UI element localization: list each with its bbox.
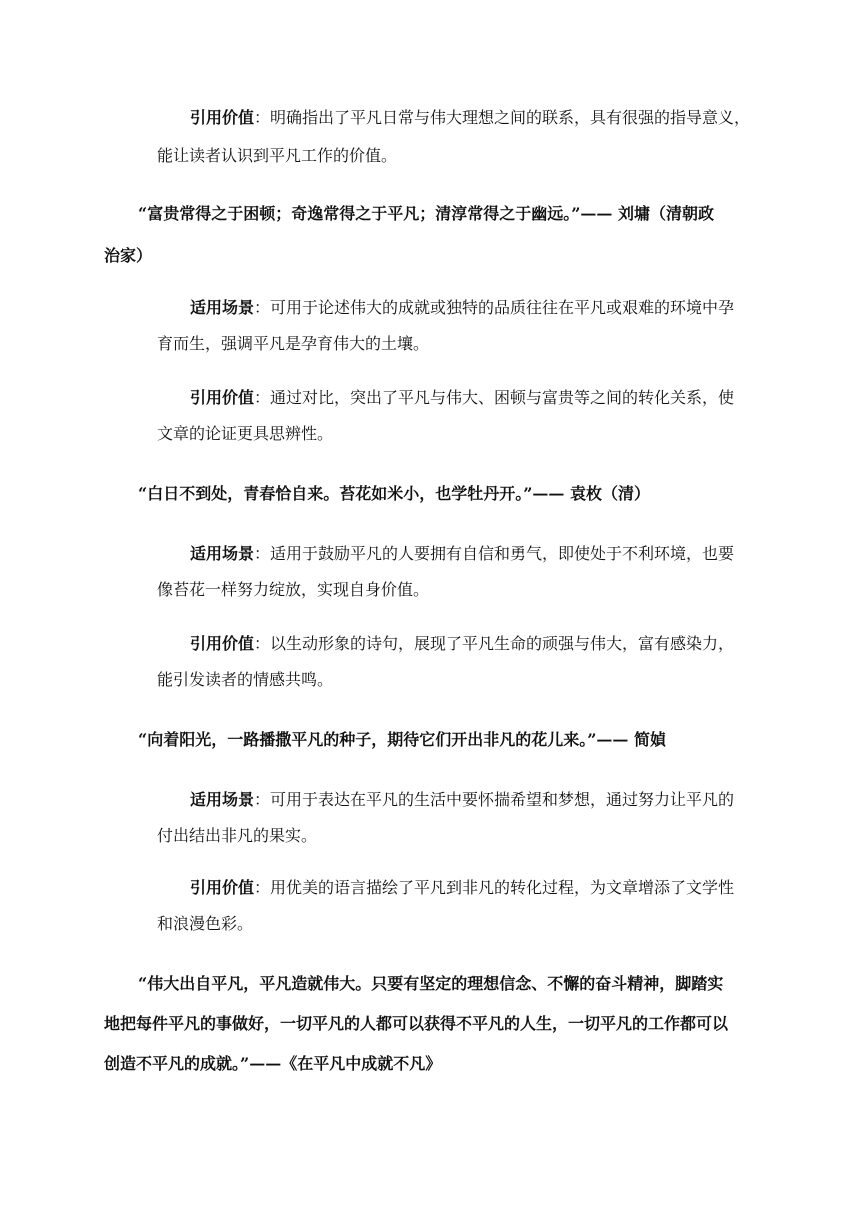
note-text-line-2: 和浪漫色彩。 <box>157 914 254 933</box>
quote-line-1: “白日不到处，青春恰自来。苔花如米小，也学牡丹开。”—— 袁枚（清） <box>138 484 650 503</box>
note-text-line-1: 以生动形象的诗句，展现了平凡生命的顽强与伟大，富有感染力， <box>270 634 735 653</box>
note-label: 适用场景 <box>190 298 255 317</box>
note-text-line-1: 可用于表达在平凡的生活中要怀揣希望和梦想，通过努力让平凡的 <box>270 790 735 809</box>
note-label: 引用价值 <box>190 634 255 653</box>
note-text-line-2: 能让读者认识到平凡工作的价值。 <box>157 146 398 165</box>
note-text-line-2: 像苔花一样努力绽放，实现自身价值。 <box>157 580 430 599</box>
note-label: 引用价值 <box>190 878 255 897</box>
note-text-line-1: 可用于论述伟大的成就或独特的品质往往在平凡或艰难的环境中孕 <box>270 298 735 317</box>
quote-line-1: “向着阳光，一路播撒平凡的种子，期待它们开出非凡的花儿来。”—— 简媜 <box>138 730 666 749</box>
note-text-line-1: 用优美的语言描绘了平凡到非凡的转化过程，为文章增添了文学性 <box>270 878 735 897</box>
note-separator: ： <box>254 634 271 653</box>
note-text-line-2: 育而生，强调平凡是孕育伟大的土壤。 <box>157 334 430 353</box>
note-text-line-1: 明确指出了平凡日常与伟大理想之间的联系，具有很强的指导意义， <box>270 108 751 127</box>
note-text-line-2: 能引发读者的情感共鸣。 <box>157 670 334 689</box>
quote-line-1: “伟大出自平凡，平凡造就伟大。只要有坚定的理想信念、不懈的奋斗精神，脚踏实 <box>138 974 724 993</box>
note-text-line-1: 适用于鼓励平凡的人要拥有自信和勇气，即使处于不利环境，也要 <box>270 544 735 563</box>
note-separator: ： <box>254 544 271 563</box>
quote-line-2: 治家） <box>104 246 153 265</box>
note-label: 适用场景 <box>190 790 255 809</box>
note-label: 引用价值 <box>190 388 255 407</box>
note-label: 适用场景 <box>190 544 255 563</box>
note-separator: ： <box>254 790 271 809</box>
note-text-line-2: 付出结出非凡的果实。 <box>157 826 318 845</box>
note-label: 引用价值 <box>190 108 255 127</box>
note-separator: ： <box>254 108 271 127</box>
note-separator: ： <box>254 388 271 407</box>
quote-line-1: “富贵常得之于困顿；奇逸常得之于平凡；清淳常得之于幽远。”—— 刘墉（清朝政 <box>138 204 714 223</box>
note-separator: ： <box>254 878 271 897</box>
note-separator: ： <box>254 298 271 317</box>
note-text-line-2: 文章的论证更具思辨性。 <box>157 424 334 443</box>
quote-line-3: 创造不平凡的成就。”——《在平凡中成就不凡》 <box>104 1054 442 1073</box>
quote-line-2: 地把每件平凡的事做好，一切平凡的人都可以获得不平凡的人生，一切平凡的工作都可以 <box>104 1014 729 1033</box>
note-text-line-1: 通过对比，突出了平凡与伟大、困顿与富贵等之间的转化关系，使 <box>270 388 735 407</box>
